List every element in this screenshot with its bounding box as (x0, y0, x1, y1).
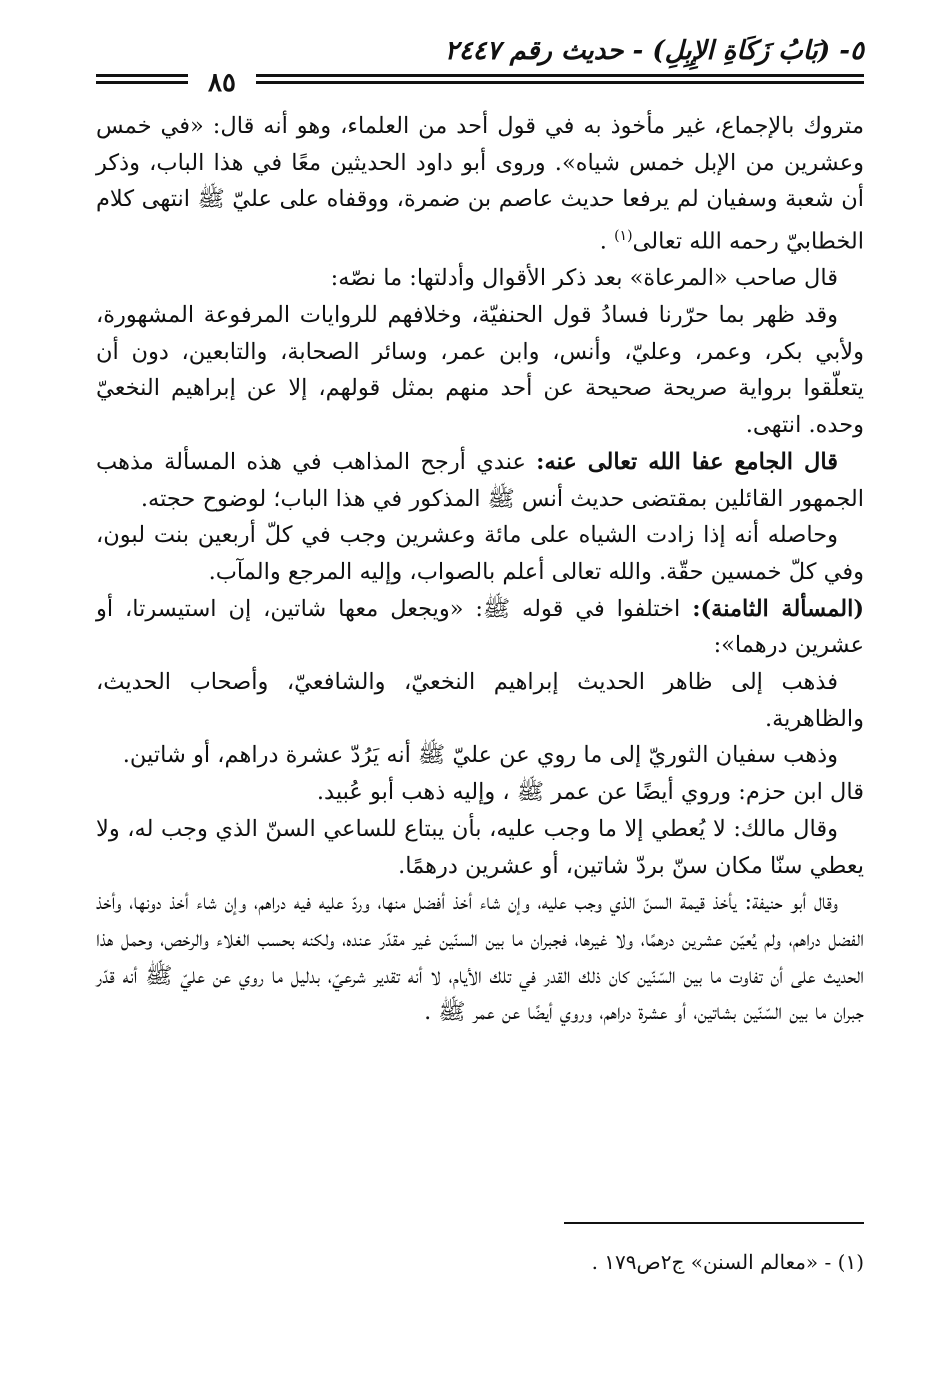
paragraph-text: وذهب سفيان الثوريّ إلى ما روي عن عليّ ﷺ أنه يَرُدّ عشرة دراهم، أو شاتين. (122, 742, 838, 769)
paragraph (96, 774, 864, 811)
main-text (96, 108, 864, 1031)
paragraph (96, 737, 864, 774)
paragraph-tail: . (599, 228, 615, 255)
paragraph (96, 664, 864, 737)
page-number: ٨٥ (200, 68, 244, 98)
paragraph-text: قال صاحب «المرعاة» بعد ذكر الأقوال وأدلتها: ما نصّه: (330, 265, 838, 292)
paragraph (96, 884, 864, 1031)
footnote: (١) - «معالم السنن» ج٢ص١٧٩ . (591, 1250, 864, 1274)
paragraph (96, 517, 864, 590)
footnote-divider (564, 1222, 864, 1224)
header-rule-right (256, 74, 864, 84)
paragraph (96, 297, 864, 444)
paragraph (96, 260, 864, 297)
paragraph-text: وقال مالك: لا يُعطي إلا ما وجب عليه، بأن يبتاع للساعي السنّ الذي وجب له، ولا يعطي سنّا مكان سنّ بردّ شاتين، أو عشرين درهمًا. (96, 815, 864, 879)
paragraph-text: عندي أرجح المذاهب في هذه المسألة مذهب الجمهور القائلين بمقتضى حديث أنس ﷺ المذكور في هذا الباب؛ لوضوح حجته. (96, 448, 864, 512)
running-head: ٥- (بَابُ زَكَاةِ الإِبِلِ) - حديث رقم ٢٤٤٧ (444, 36, 864, 66)
paragraph-lead: (المسألة الثامنة): (692, 595, 864, 622)
page-header (96, 28, 864, 98)
paragraph-text: وحاصله أنه إذا زادت الشياه على مائة وعشرين وجب في كلّ أربعين بنت لبون، وفي كلّ خمسين حقّة. والله تعالى أعلم بالصواب، وإليه المرجع والمآب. (96, 522, 864, 585)
paragraph-lead: قال الجامع عفا الله تعالى عنه: (536, 448, 838, 475)
paragraph-text: متروك بالإجماع، غير مأخوذ به في قول أحد من العلماء، وهو أنه قال: «في خمس وعشرين من الإبل خمس شياه». وروى أبو داود الحديثين معًا في هذا الباب، وذكر أن شعبة وسفيان لم يرفعا حديث عاصم بن ضمرة، ووقفاه على عليّ ﷺ انتهى كلام الخطابيّ رحمه الله تعالى (96, 113, 864, 255)
paragraph (96, 444, 864, 517)
paragraph-text: قال ابن حزم: وروي أيضًا عن عمر ﷺ ، وإليه ذهب أبو عُبيد. (316, 779, 864, 806)
paragraph-text: وقال أبو حنيفة: يأخذ قيمة السنّ الذي وجب عليه، وإن شاء أخذ أفضل منها، وردّ عليه فيه دراهم، وإن شاء أخذ دونها، وأخذ الفضل دراهم، ولم يُعيّن عشرين درهمًا، ولا غيرها، فجبران ما بين السنّين غير مقدّر عنده، ولكنه بحسب الغلاء والرخص، وحمل هذا الحديث على أن تفاوت ما بين السّنّين كان ذلك القدر في تلك الأيام، لا أنه تقدير شرعيّ، بدليل ما روي عن عليّ ﷺ أنه قدّر جبران ما بين السّنّين بشاتين، أو عشرة دراهم، وروي أيضًا عن عمر ﷺ . (96, 889, 864, 1026)
header-rule-left (96, 74, 188, 84)
paragraph (96, 108, 864, 260)
paragraph-text: وقد ظهر بما حرّرنا فسادُ قول الحنفيّة، وخلافهم للروايات المرفوعة المشهورة، ولأبي بكر، وعمر، وعليّ، وأنس، وابن عمر، وسائر الصحابة، والتابعين، دون أن يتعلّقوا برواية صريحة صحيحة عن أحد منهم بمثل قولهم، إلا عن إبراهيم النخعيّ وحده. انتهى. (96, 302, 864, 439)
footnote-ref: (١) (614, 228, 633, 245)
paragraph-text: فذهب إلى ظاهر الحديث إبراهيم النخعيّ، والشافعيّ، وأصحاب الحديث، والظاهرية. (96, 669, 864, 732)
paragraph-text: اختلفوا في قوله ﷺ: «ويجعل معها شاتين، إن استيسرتا، أو عشرين درهما»: (96, 595, 864, 659)
paragraph (96, 811, 864, 884)
paragraph (96, 591, 864, 664)
